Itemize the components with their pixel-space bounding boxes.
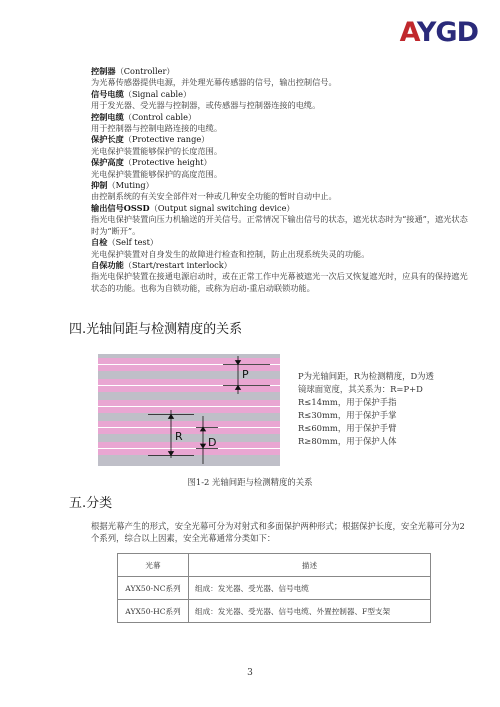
glossary-term (91, 180, 471, 191)
table-row (118, 577, 431, 600)
glossary-term-en: （Output signal switching device） (149, 202, 295, 213)
glossary-definition: 指光电保护装置向压力机输送的开关信号。正常情况下输出信号的状态，遮光状态时为“接通”，遮光状态时为“断开”。 (91, 214, 468, 236)
glossary-term-zh: 保护长度 (91, 134, 124, 145)
glossary-term-zh: 抑制 (91, 180, 108, 191)
label-p: P (242, 368, 249, 381)
table-header-cell: 描述 (189, 554, 431, 577)
glossary-definition: 指光电保护装置在接通电源启动时，或在正常工作中光幕被遮光一次后又恢复遮光时，应具有的保持遮光状态的功能。也称为自锁功能，或称为启动-重启动联锁功能。 (91, 271, 468, 293)
brand-logo (400, 18, 478, 48)
glossary-definition: 光电保护装置对自身发生的故障进行检查和控制，防止出现系统失灵的功能。 (91, 248, 370, 259)
glossary-term-en: （Controller） (115, 66, 175, 76)
series-name-cell: AYX50-NC系列 (118, 577, 189, 600)
glossary-term-zh: 保护高度 (91, 157, 124, 168)
figure-caption: 图1-2 光轴间距与检测精度的关系 (187, 477, 313, 487)
explanation-line: R≤30mm，用于保护手掌 (298, 410, 397, 420)
table-row (118, 600, 431, 623)
series-desc-cell: 组成：发光器、受光器、信号电缆 (189, 577, 431, 600)
beam-diagram (98, 354, 280, 466)
series-desc-cell: 组成：发光器、受光器、信号电缆、外置控制器、F型支架 (189, 600, 431, 623)
glossary-term-zh: 自保功能 (91, 259, 124, 270)
glossary-term (91, 134, 471, 145)
explanation-line: R≤60mm，用于保护手臂 (298, 423, 397, 433)
explanation-line: R≥80mm，用于保护人体 (298, 436, 397, 446)
glossary-term-en: （Signal cable） (123, 88, 192, 99)
glossary-definition: 用于发光器、受光器与控制器，或传感器与控制器连接的电缆。 (91, 100, 321, 111)
logo-text (400, 18, 478, 48)
logo-accent-letter: A (399, 17, 417, 48)
explanation-line: P为光轴间距，R为检测精度，D为透 (298, 371, 434, 381)
glossary-definition: 由控制系统的有关安全部件对一种或几种安全功能的暂时自动中止。 (91, 191, 337, 202)
glossary-definition: 为光幕传感器提供电源，并处理光幕传感器的信号，输出控制信号。 (91, 77, 337, 88)
glossary-term-en: （Protective range） (123, 134, 210, 145)
glossary-term (91, 66, 471, 77)
glossary-term-zh: 自检 (91, 237, 108, 248)
label-r: R (175, 430, 183, 443)
glossary-term-en: （Control cable） (123, 111, 197, 122)
glossary-term (91, 203, 471, 214)
glossary-term-en: （Protective height） (123, 157, 212, 168)
explanation-line: R≤14mm，用于保护手指 (298, 397, 397, 407)
glossary-term-en: （Start/restart interlock） (123, 259, 232, 270)
glossary-term (91, 89, 471, 100)
glossary (91, 66, 471, 294)
glossary-definition: 用于控制器与控制电路连接的电缆。 (91, 123, 223, 134)
logo-rest: YGD (416, 17, 478, 48)
glossary-term-zh: 控制器 (91, 66, 116, 76)
diagram-explanation (298, 370, 468, 448)
page-number: 3 (247, 668, 253, 678)
glossary-term-en: （Muting） (107, 180, 154, 191)
section-title-4: 四.光轴间距与检测精度的关系 (69, 322, 243, 337)
label-d: D (208, 436, 217, 449)
table-header-row (118, 554, 431, 577)
series-table (117, 553, 431, 623)
glossary-term-zh: 信号电缆 (91, 88, 124, 99)
classification-paragraph: 根据光幕产生的形式，安全光幕可分为对射式和多面保护两种形式；根据保护长度，安全光幕可分为2个系列，综合以上因素，安全光幕通常分类如下： (91, 521, 465, 544)
glossary-term-zh: 输出信号OSSD (91, 202, 150, 213)
section-title-5: 五.分类 (69, 496, 113, 511)
glossary-term (91, 157, 471, 168)
glossary-term (91, 112, 471, 123)
series-name-cell: AYX50-HC系列 (118, 600, 189, 623)
glossary-term (91, 260, 471, 271)
table-header-cell: 光幕 (118, 554, 189, 577)
explanation-line: 镜球面宽度，其关系为：R=P+D (298, 384, 423, 394)
glossary-term (91, 237, 471, 248)
glossary-term-zh: 控制电缆 (91, 111, 124, 122)
glossary-definition: 光电保护装置能够保护的长度范围。 (91, 145, 223, 156)
beam-diagram-svg (98, 354, 280, 466)
glossary-definition: 光电保护装置能够保护的高度范围。 (91, 168, 223, 179)
glossary-term-en: （Self test） (107, 237, 159, 248)
